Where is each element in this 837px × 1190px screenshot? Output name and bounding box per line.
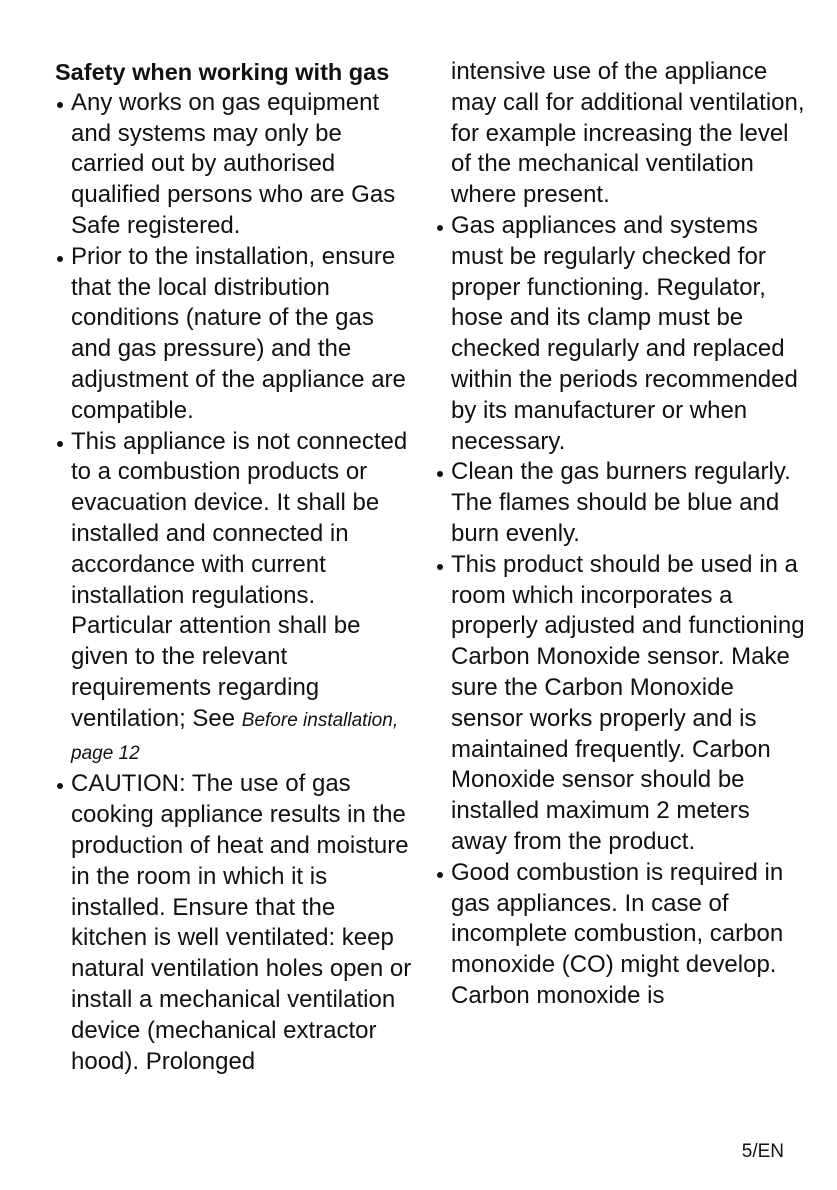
bullet-text: This appliance is not connected to a combustion products or evacuation device. It shall be installed and connected in accordance with current installation regulations. Particular attention shall be given to the relevant requirements regarding ventilation; See [71, 427, 408, 732]
page-reference: Before installation, page 12 [71, 709, 399, 764]
left-column [55, 57, 415, 1077]
left-bullet-list [55, 88, 415, 1078]
page-number: 5/EN [741, 1141, 784, 1162]
bullet-item [55, 769, 415, 1077]
bullet-item: Clean the gas burners regularly. The flames should be blue and burn evenly. [435, 457, 807, 549]
right-bullet-list [435, 211, 807, 1012]
bullet-item: Prior to the installation, ensure that the local distribution conditions (nature of the gas and gas pressure) and the adjustment of the appliance are compatible. [55, 242, 415, 427]
caution-label: CAUTION: [71, 770, 186, 798]
right-column [435, 57, 807, 1012]
continued-text: intensive use of the appliance may call for additional ventilation, for example increasing the level of the mechanical ventilation where present. [451, 58, 805, 209]
bullet-item: Gas appliances and systems must be regularly checked for proper functioning. Regulator, hose and its clamp must be checked regularly and replaced within the periods recommended by its manufacturer or when necessary. [435, 211, 807, 457]
bullet-item [55, 427, 415, 770]
bullet-text: The use of gas cooking appliance results in the production of heat and moisture in the room in which it is installed. Ensure that the kitchen is well ventilated: keep natural ventilation holes open or install a mechanical ventilation device (mechanical extractor hood). Prolonged [71, 770, 412, 1075]
bullet-item: Any works on gas equipment and systems may only be carried out by authorised qualified persons who are Gas Safe registered. [55, 88, 415, 242]
bullet-item: This product should be used in a room which incorporates a properly adjusted and functioning Carbon Monoxide sensor. Make sure the Carbon Monoxide sensor works properly and is maintained frequently. Carbon Monoxide sensor should be installed maximum 2 meters away from the product. [435, 550, 807, 858]
bullet-item: Good combustion is required in gas appliances. In case of incomplete combustion, carbon monoxide (CO) might develop. Carbon monoxide is [435, 858, 807, 1012]
section-heading: Safety when working with gas [55, 59, 390, 85]
